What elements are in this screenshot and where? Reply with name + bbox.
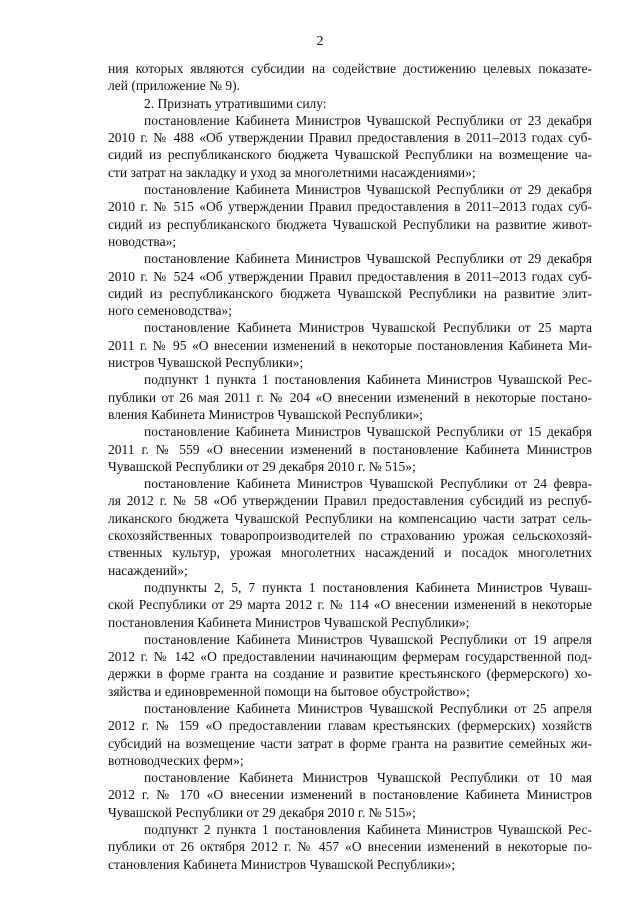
text-line: Чувашской Республики от 29 декабря 2010 г. № 515»; — [108, 804, 416, 820]
text-line: вления Кабинета Министров Чувашской Республики»; — [108, 406, 424, 422]
text-line: сидий из республиканского бюджета Чувашской Республики на развитие элит- — [108, 285, 592, 301]
text-line: ской Республики от 29 марта 2012 г. № 114 «О внесении изменений в некоторые — [108, 597, 592, 613]
text-line: скохозяйственных товаропроизводителей по страхованию урожая сельскохозяй- — [108, 528, 592, 544]
text-line: лей (приложение № 9). — [108, 78, 241, 94]
text-line: сти затрат на закладку и уход за многолетними насаждениями»; — [108, 164, 476, 180]
text-line: постановления Кабинета Министров Чувашской Республики»; — [108, 614, 470, 630]
text-line: насаждений»; — [108, 562, 188, 578]
text-line: публики от 26 мая 2011 г. № 204 «О внесении изменений в некоторые постано- — [108, 389, 592, 405]
text-line: ля 2012 г. № 58 «Об утверждении Правил предоставления субсидий из респуб- — [108, 493, 592, 509]
text-line: постановление Кабинета Министров Чувашской Республики от 25 марта — [144, 320, 592, 336]
text-line: 2. Признать утратившими силу: — [144, 95, 327, 111]
text-line: 2010 г. № 515 «Об утверждении Правил предоставления в 2011–2013 годах суб- — [108, 199, 592, 215]
text-line: подпункт 1 пункта 1 постановления Кабинета Министров Чувашской Рес- — [144, 372, 592, 388]
page-number: 2 — [316, 34, 324, 49]
text-line: Чувашской Республики от 29 декабря 2010 г. № 515»; — [108, 458, 416, 474]
text-line: 2011 г. № 559 «О внесении изменений в постановление Кабинета Министров — [108, 441, 592, 457]
text-line: 2010 г. № 524 «Об утверждении Правил предоставления в 2011–2013 годах суб- — [108, 268, 592, 284]
text-line: постановление Кабинета Министров Чувашской Республики от 29 декабря — [144, 182, 592, 198]
text-line: подпункт 2 пункта 1 постановления Кабинета Министров Чувашской Рес- — [144, 822, 592, 838]
document-body — [108, 60, 592, 873]
text-line: постановление Кабинета Министров Чувашской Республики от 29 декабря — [144, 251, 592, 267]
text-line: ликанского бюджета Чувашской Республики на компенсацию части затрат сель- — [108, 510, 592, 526]
text-line: сидий из республиканского бюджета Чувашской Республики на возмещение ча- — [108, 147, 592, 163]
text-line: 2010 г. № 488 «Об утверждении Правил предоставления в 2011–2013 годах суб- — [108, 130, 592, 146]
text-line: держки в форме гранта на создание и развитие крестьянского (фермерского) хо- — [108, 666, 592, 682]
text-line: зяйства и единовременной помощи на бытовое обустройство»; — [108, 683, 470, 699]
text-line: новодства»; — [108, 233, 177, 249]
text-line: постановление Кабинета Министров Чувашской Республики от 24 февра- — [144, 476, 592, 492]
text-line: подпункты 2, 5, 7 пункта 1 постановления Кабинета Министров Чуваш- — [144, 579, 592, 595]
text-line: ственных культур, урожая многолетних насаждений и посадок многолетних — [108, 545, 592, 561]
text-line: ного семеноводства»; — [108, 303, 233, 319]
text-line: сидий из республиканского бюджета Чувашской Республики на развитие живот- — [108, 216, 592, 232]
text-line: постановление Кабинета Министров Чувашской Республики от 15 декабря — [144, 424, 592, 440]
text-line: постановление Кабинета Министров Чувашской Республики от 25 апреля — [144, 700, 592, 716]
text-line: субсидий на возмещение части затрат в форме гранта на развитие семейных жи- — [108, 735, 592, 751]
text-line: вотноводческих ферм»; — [108, 752, 244, 768]
text-line: публики от 26 октября 2012 г. № 457 «О внесении изменений в некоторые по- — [108, 839, 592, 855]
text-line: 2012 г. № 142 «О предоставлении начинающим фермерам государственной под- — [108, 649, 592, 665]
text-line: 2012 г. № 170 «О внесении изменений в постановление Кабинета Министров — [108, 787, 592, 803]
text-line: 2012 г. № 159 «О предоставлении главам крестьянских (фермерских) хозяйств — [108, 718, 592, 734]
text-line: постановление Кабинета Министров Чувашской Республики от 23 декабря — [144, 112, 592, 128]
text-line: 2011 г. № 95 «О внесении изменений в некоторые постановления Кабинета Ми- — [108, 337, 592, 353]
text-line: нистров Чувашской Республики»; — [108, 355, 304, 371]
text-line: постановление Кабинета Министров Чувашской Республики от 10 мая — [144, 770, 592, 786]
text-line: ния которых являются субсидии на содействие достижению целевых показате- — [108, 61, 592, 76]
text-line: становления Кабинета Министров Чувашской Республики»; — [108, 856, 456, 872]
text-line: постановление Кабинета Министров Чувашской Республики от 19 апреля — [144, 631, 592, 647]
